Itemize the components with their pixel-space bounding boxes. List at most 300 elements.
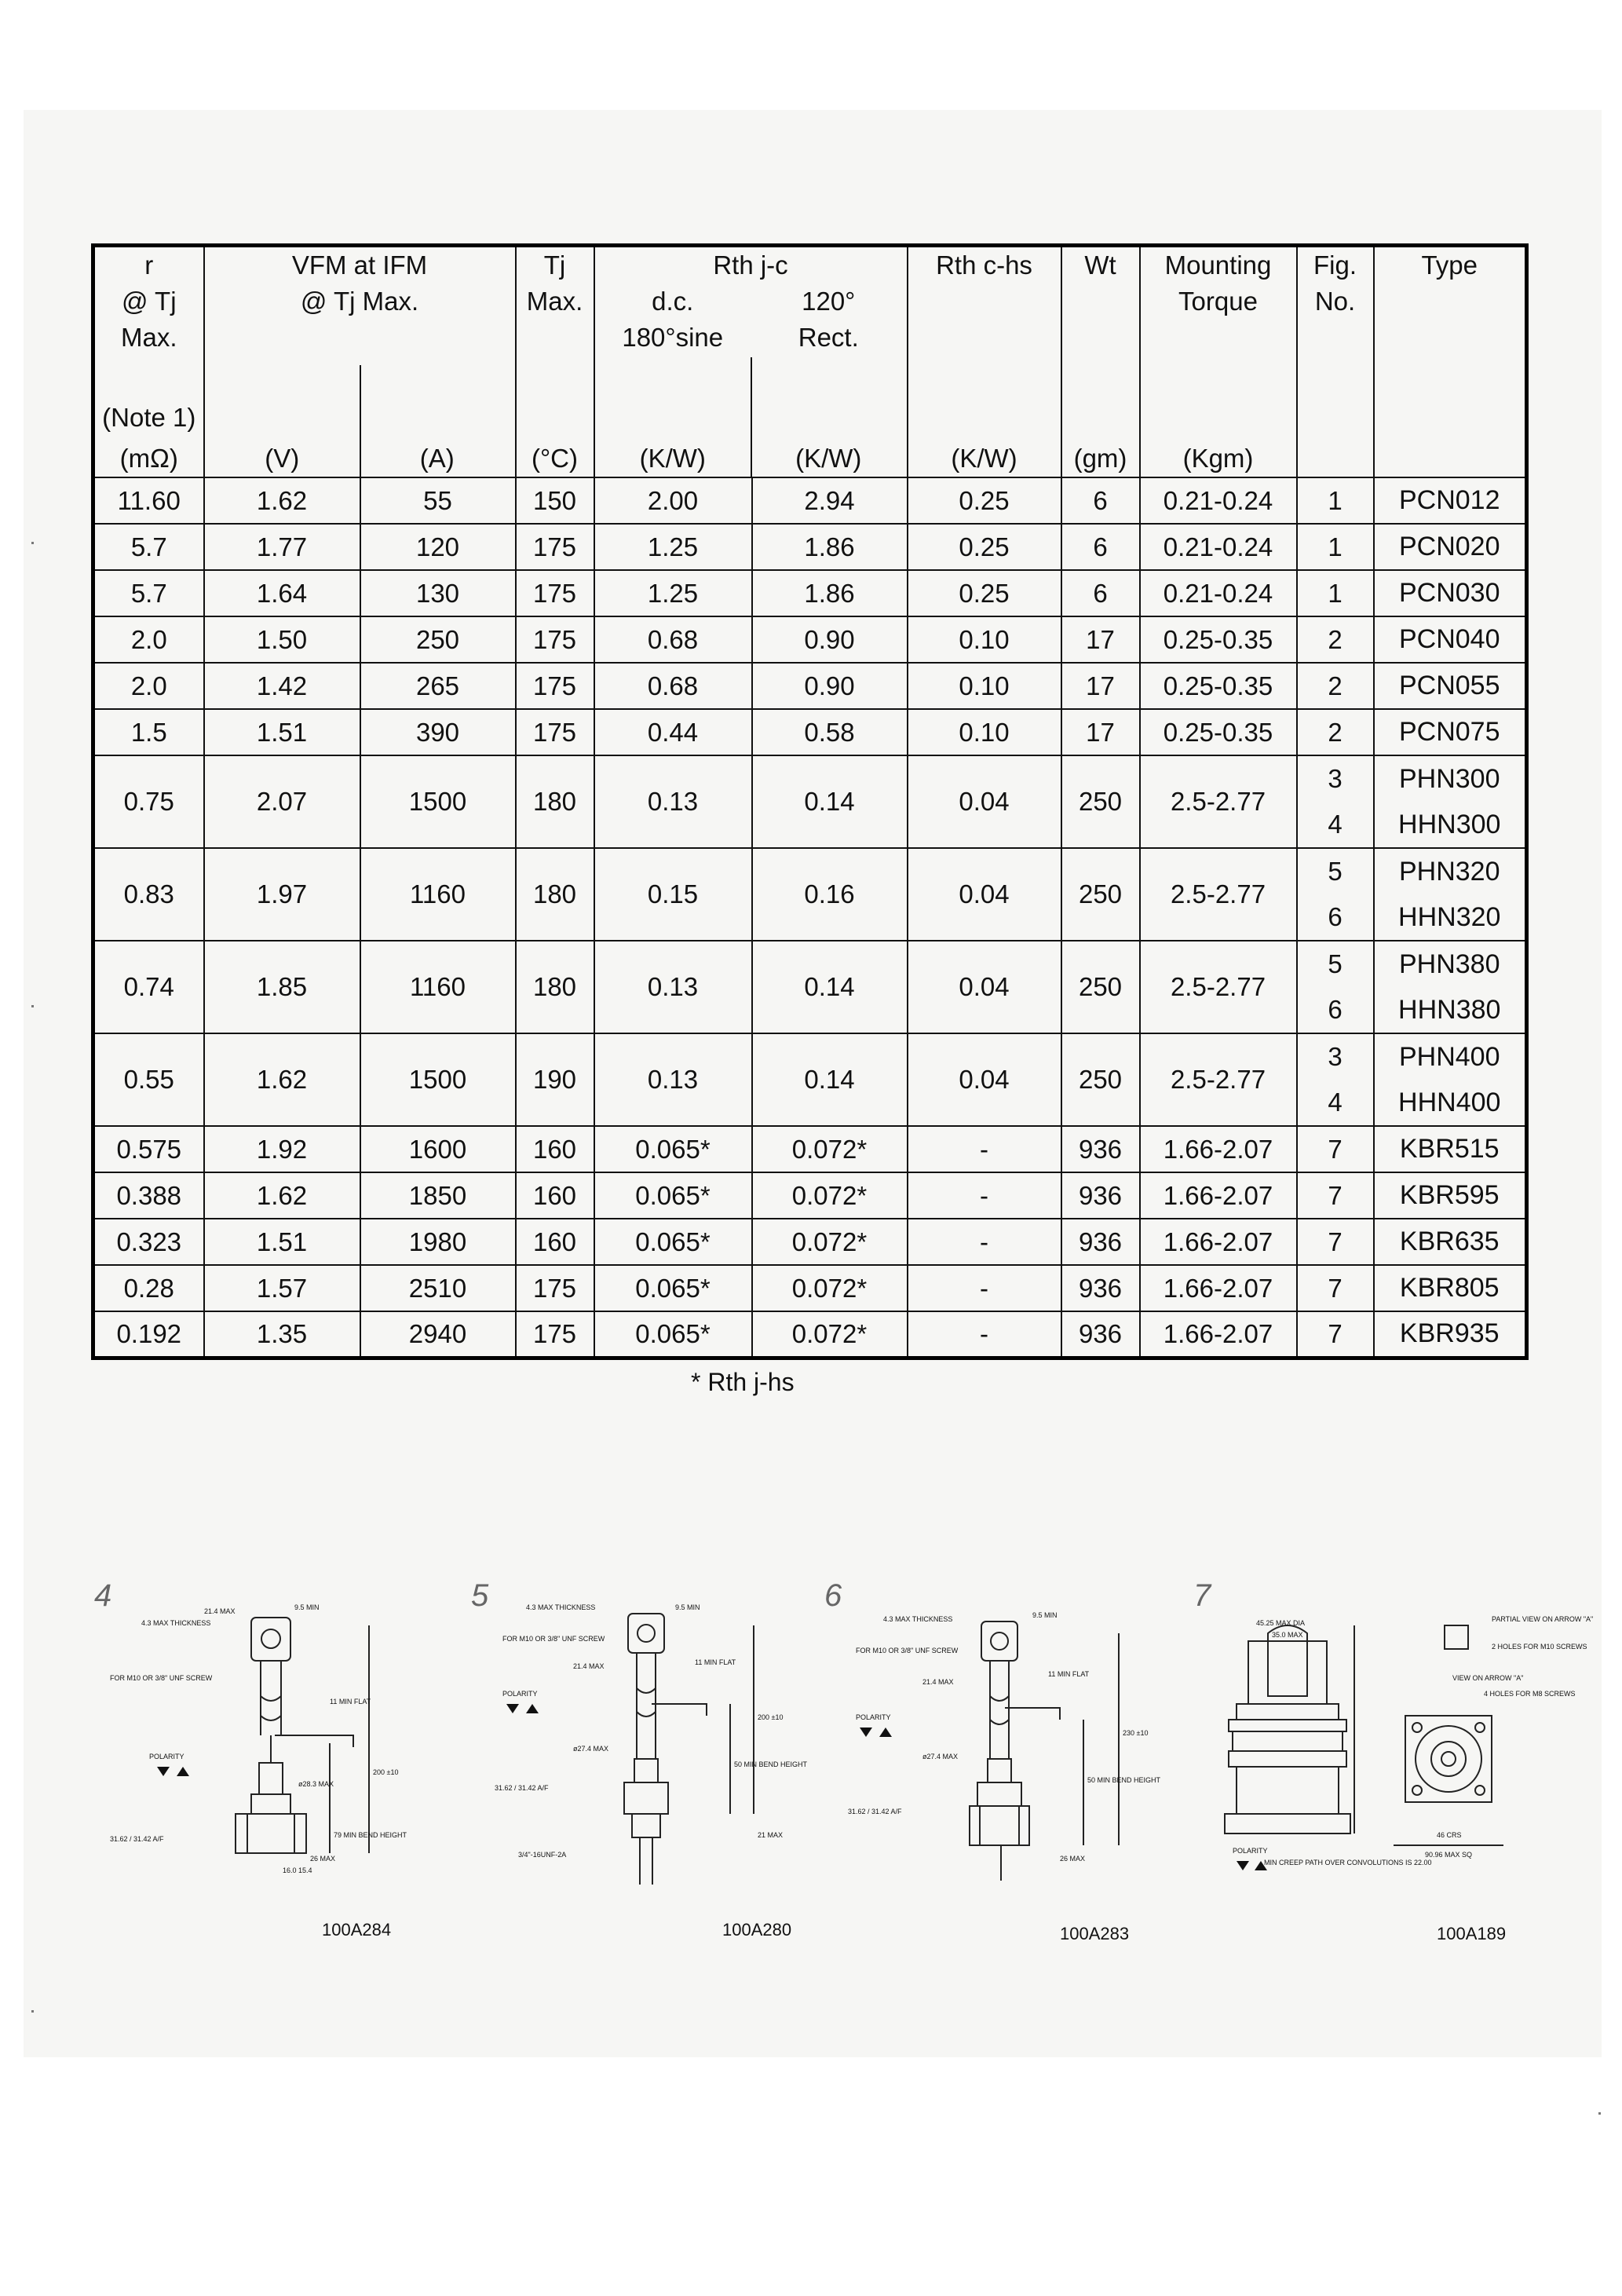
cell-a: 1500: [360, 1033, 516, 1126]
type-code: HHN380: [1398, 995, 1501, 1025]
fig-number: 5: [1328, 857, 1343, 886]
fig-number: 1: [1328, 578, 1343, 608]
cell-torque: 0.25-0.35: [1140, 663, 1297, 709]
cell-r: 0.83: [93, 848, 204, 941]
figure-label: FOR M10 OR 3/8" UNF SCREW: [856, 1647, 959, 1654]
fig-number: 6: [1328, 995, 1343, 1024]
cell-rect: 0.072*: [752, 1219, 908, 1265]
cell-wt: 6: [1061, 570, 1140, 616]
table-body: [93, 477, 1527, 1358]
cell-a: 130: [360, 570, 516, 616]
figure-label: 50 MIN BEND HEIGHT: [1087, 1776, 1161, 1784]
table-row: [93, 663, 1527, 709]
figure-label: POLARITY: [502, 1690, 538, 1698]
figure-label: ø27.4 MAX: [922, 1753, 959, 1760]
cell-tj: 175: [516, 616, 594, 663]
figure-6-drawing: [824, 1578, 1185, 1971]
cell-a: 120: [360, 524, 516, 570]
cell-r: 2.0: [93, 616, 204, 663]
table-row: [93, 709, 1527, 755]
header-mounting-torque: Mounting Torque (Kgm): [1140, 246, 1297, 478]
table-row: [93, 477, 1527, 524]
figure-label: 35.0 MAX: [1272, 1631, 1303, 1639]
cell-chs: 0.04: [908, 1033, 1061, 1126]
cell-a: 1500: [360, 755, 516, 848]
table-row: [93, 1311, 1527, 1358]
cell-r: 5.7: [93, 524, 204, 570]
cell-v: 1.62: [204, 1172, 360, 1219]
table-row: [93, 570, 1527, 616]
cell-rect: 0.072*: [752, 1126, 908, 1172]
figure-number: 6: [824, 1578, 842, 1613]
figure-label: 9.5 MIN: [1032, 1611, 1058, 1619]
table-row: [93, 616, 1527, 663]
type-code: KBR935: [1399, 1318, 1500, 1349]
figure-label: 45.25 MAX DIA: [1256, 1619, 1306, 1627]
fig-number: 4: [1328, 1088, 1343, 1117]
cell-wt: 936: [1061, 1219, 1140, 1265]
cell-v: 1.51: [204, 709, 360, 755]
cell-chs: 0.10: [908, 663, 1061, 709]
figure-label: 21.4 MAX: [204, 1607, 236, 1615]
cell-torque: 2.5-2.77: [1140, 755, 1297, 848]
cell-dc: 0.13: [594, 941, 752, 1033]
figure-label: 26 MAX: [1060, 1855, 1086, 1863]
figure-4: [94, 1578, 455, 1971]
fig-number: 7: [1328, 1318, 1343, 1348]
cell-wt: 250: [1061, 1033, 1140, 1126]
cell-wt: 936: [1061, 1172, 1140, 1219]
cell-rect: 0.14: [752, 755, 908, 848]
type-code: KBR515: [1399, 1134, 1500, 1164]
figure-label: FOR M10 OR 3/8" UNF SCREW: [502, 1635, 605, 1643]
cell-chs: -: [908, 1311, 1061, 1358]
cell-dc: 0.065*: [594, 1126, 752, 1172]
cell-dc: 0.68: [594, 616, 752, 663]
cell-dc: 0.065*: [594, 1265, 752, 1311]
cell-a: 1160: [360, 941, 516, 1033]
cell-fig: [1297, 616, 1374, 663]
cell-r: 2.0: [93, 663, 204, 709]
figure-label: 16.0 15.4: [283, 1866, 312, 1874]
polarity-icon: [157, 1767, 189, 1776]
figure-label: 11 MIN FLAT: [330, 1698, 371, 1706]
header-fig-no: Fig. No.: [1297, 246, 1374, 478]
cell-chs: -: [908, 1126, 1061, 1172]
cell-chs: -: [908, 1219, 1061, 1265]
figure-code: 100A284: [322, 1920, 392, 1940]
cell-fig: [1297, 941, 1374, 1033]
cell-tj: 175: [516, 663, 594, 709]
figure-label: 200 ±10: [373, 1768, 399, 1776]
cell-v: 1.50: [204, 616, 360, 663]
cell-r: 0.323: [93, 1219, 204, 1265]
cell-fig: [1297, 663, 1374, 709]
cell-rect: 0.16: [752, 848, 908, 941]
scan-speck: [31, 2010, 34, 2013]
figure-code: 100A283: [1060, 1924, 1130, 1943]
cell-torque: 1.66-2.07: [1140, 1172, 1297, 1219]
cell-type: [1374, 570, 1527, 616]
cell-r: 0.74: [93, 941, 204, 1033]
cell-v: 1.62: [204, 1033, 360, 1126]
type-code: PHN380: [1398, 949, 1500, 979]
cell-torque: 2.5-2.77: [1140, 848, 1297, 941]
cell-torque: 0.25-0.35: [1140, 709, 1297, 755]
cell-dc: 0.13: [594, 755, 752, 848]
cell-r: 0.55: [93, 1033, 204, 1126]
cell-wt: 250: [1061, 941, 1140, 1033]
cell-tj: 150: [516, 477, 594, 524]
header-vfm: VFM at IFM @ Tj Max. (V) (A): [204, 246, 516, 478]
fig-number: 2: [1328, 671, 1343, 700]
cell-fig: [1297, 709, 1374, 755]
cell-tj: 160: [516, 1219, 594, 1265]
cell-rect: 0.90: [752, 663, 908, 709]
cell-type: [1374, 848, 1527, 941]
table-row: [93, 1033, 1527, 1126]
figure-label: 4.3 MAX THICKNESS: [141, 1619, 211, 1627]
cell-torque: 0.21-0.24: [1140, 477, 1297, 524]
cell-tj: 175: [516, 1265, 594, 1311]
figure-6: [824, 1578, 1185, 1971]
figure-label: 90.96 MAX SQ: [1425, 1851, 1473, 1859]
figure-label: 9.5 MIN: [294, 1603, 320, 1611]
cell-r: 0.388: [93, 1172, 204, 1219]
cell-fig: [1297, 477, 1374, 524]
figure-label: ø28.3 MAX: [298, 1780, 334, 1788]
cell-torque: 0.21-0.24: [1140, 570, 1297, 616]
footnote: * Rth j-hs: [691, 1368, 795, 1396]
figure-code: 100A189: [1437, 1924, 1507, 1943]
cell-v: 1.77: [204, 524, 360, 570]
cell-tj: 180: [516, 941, 594, 1033]
figure-label: 4.3 MAX THICKNESS: [526, 1603, 596, 1611]
figure-5-drawing: [471, 1578, 832, 1971]
cell-a: 390: [360, 709, 516, 755]
cell-type: [1374, 1126, 1527, 1172]
cell-fig: [1297, 524, 1374, 570]
table-row: [93, 524, 1527, 570]
cell-fig: [1297, 1265, 1374, 1311]
header-r: r @ Tj Max. (Note 1) (mΩ): [93, 246, 204, 478]
figure-label: 46 CRS: [1437, 1831, 1462, 1839]
cell-a: 2940: [360, 1311, 516, 1358]
cell-wt: 6: [1061, 477, 1140, 524]
table-row: [93, 848, 1527, 941]
figure-label: 31.62 / 31.42 A/F: [110, 1835, 164, 1843]
figure-7: [1193, 1578, 1594, 1971]
cell-v: 1.97: [204, 848, 360, 941]
type-code: HHN400: [1398, 1088, 1501, 1117]
cell-type: [1374, 663, 1527, 709]
figure-label: 3/4"-16UNF-2A: [518, 1851, 567, 1859]
cell-chs: 0.04: [908, 941, 1061, 1033]
type-code: HHN300: [1398, 810, 1501, 839]
type-code: PCN020: [1398, 532, 1500, 561]
cell-tj: 180: [516, 755, 594, 848]
cell-wt: 936: [1061, 1311, 1140, 1358]
fig-number: 7: [1328, 1227, 1343, 1256]
type-code: KBR805: [1399, 1273, 1500, 1303]
figure-label: 50 MIN BEND HEIGHT: [734, 1760, 808, 1768]
cell-v: 1.85: [204, 941, 360, 1033]
cell-r: 5.7: [93, 570, 204, 616]
cell-v: 1.35: [204, 1311, 360, 1358]
cell-torque: 0.21-0.24: [1140, 524, 1297, 570]
cell-wt: 250: [1061, 848, 1140, 941]
table-row: [93, 1219, 1527, 1265]
cell-v: 2.07: [204, 755, 360, 848]
type-code: PCN040: [1398, 624, 1500, 654]
cell-type: [1374, 755, 1527, 848]
cell-dc: 0.065*: [594, 1172, 752, 1219]
fig-number: 2: [1328, 624, 1343, 654]
cell-type: [1374, 1219, 1527, 1265]
cell-wt: 17: [1061, 616, 1140, 663]
figure-label: 31.62 / 31.42 A/F: [495, 1784, 549, 1792]
fig-number: 7: [1328, 1180, 1343, 1210]
cell-fig: [1297, 1311, 1374, 1358]
cell-r: 0.575: [93, 1126, 204, 1172]
cell-rect: 0.072*: [752, 1172, 908, 1219]
table-row: [93, 1172, 1527, 1219]
figure-number: 4: [94, 1578, 112, 1613]
cell-a: 265: [360, 663, 516, 709]
figure-label: 79 MIN BEND HEIGHT: [334, 1831, 407, 1839]
cell-tj: 175: [516, 1311, 594, 1358]
figure-label: 21 MAX: [758, 1831, 784, 1839]
header-rth-chs: Rth c-hs (K/W): [908, 246, 1061, 478]
figure-label: 200 ±10: [758, 1713, 784, 1721]
cell-dc: 1.25: [594, 524, 752, 570]
cell-type: [1374, 941, 1527, 1033]
figure-label: VIEW ON ARROW "A": [1452, 1674, 1524, 1682]
cell-chs: 0.04: [908, 755, 1061, 848]
type-code: PCN030: [1398, 578, 1500, 608]
cell-chs: 0.25: [908, 524, 1061, 570]
cell-wt: 250: [1061, 755, 1140, 848]
figure-label: 230 ±10: [1123, 1729, 1149, 1737]
type-code: PCN075: [1398, 717, 1500, 747]
cell-torque: 1.66-2.07: [1140, 1311, 1297, 1358]
cell-tj: 190: [516, 1033, 594, 1126]
figure-label: POLARITY: [1233, 1847, 1268, 1855]
scan-speck: [31, 542, 34, 544]
header-tj: Tj Max. (°C): [516, 246, 594, 478]
cell-tj: 175: [516, 570, 594, 616]
cell-tj: 160: [516, 1172, 594, 1219]
header-row: [93, 246, 1527, 478]
header-wt: Wt (gm): [1061, 246, 1140, 478]
fig-number: 5: [1328, 949, 1343, 978]
cell-type: [1374, 1033, 1527, 1126]
cell-rect: 0.072*: [752, 1311, 908, 1358]
figure-7-drawing: [1193, 1578, 1594, 1971]
type-code: PHN320: [1398, 857, 1500, 887]
cell-v: 1.57: [204, 1265, 360, 1311]
cell-v: 1.42: [204, 663, 360, 709]
cell-torque: 0.25-0.35: [1140, 616, 1297, 663]
figure-label: PARTIAL VIEW ON ARROW "A": [1492, 1615, 1594, 1623]
cell-r: 0.75: [93, 755, 204, 848]
figure-label: 26 MAX: [310, 1855, 336, 1863]
cell-type: [1374, 524, 1527, 570]
header-rth-jc: Rth j-c d.c. 180°sine 120° Rect. (K/W) (K/W): [594, 246, 908, 478]
table-row: [93, 755, 1527, 848]
cell-rect: 0.072*: [752, 1265, 908, 1311]
cell-fig: [1297, 848, 1374, 941]
cell-tj: 180: [516, 848, 594, 941]
cell-a: 1850: [360, 1172, 516, 1219]
fig-number: 7: [1328, 1273, 1343, 1303]
cell-r: 11.60: [93, 477, 204, 524]
rectifier-spec-table: [91, 243, 1529, 1360]
type-code: KBR635: [1399, 1227, 1500, 1256]
cell-fig: [1297, 1172, 1374, 1219]
cell-type: [1374, 616, 1527, 663]
cell-v: 1.64: [204, 570, 360, 616]
cell-rect: 0.14: [752, 1033, 908, 1126]
cell-wt: 17: [1061, 709, 1140, 755]
figure-label: POLARITY: [149, 1753, 184, 1760]
cell-dc: 0.15: [594, 848, 752, 941]
cell-v: 1.92: [204, 1126, 360, 1172]
cell-wt: 936: [1061, 1126, 1140, 1172]
figure-label: ø27.4 MAX: [573, 1745, 609, 1753]
cell-torque: 1.66-2.07: [1140, 1265, 1297, 1311]
figure-label: 21.4 MAX: [922, 1678, 954, 1686]
table-row: [93, 1265, 1527, 1311]
polarity-icon: [506, 1704, 539, 1713]
cell-rect: 1.86: [752, 524, 908, 570]
fig-number: 3: [1328, 1042, 1343, 1071]
cell-rect: 0.58: [752, 709, 908, 755]
figure-label: 4.3 MAX THICKNESS: [883, 1615, 953, 1623]
table-row: [93, 941, 1527, 1033]
cell-type: [1374, 1265, 1527, 1311]
figure-label: MIN CREEP PATH OVER CONVOLUTIONS IS 22.00: [1264, 1859, 1432, 1866]
cell-chs: 0.04: [908, 848, 1061, 941]
cell-tj: 175: [516, 709, 594, 755]
fig-number: 1: [1328, 485, 1343, 515]
cell-type: [1374, 1172, 1527, 1219]
cell-rect: 0.14: [752, 941, 908, 1033]
cell-rect: 0.90: [752, 616, 908, 663]
scan-speck: [1598, 2112, 1601, 2115]
fig-number: 3: [1328, 764, 1343, 793]
fig-number: 4: [1328, 810, 1343, 839]
polarity-icon: [860, 1727, 892, 1737]
cell-v: 1.51: [204, 1219, 360, 1265]
figure-code: 100A280: [722, 1920, 792, 1940]
type-code: HHN320: [1398, 902, 1501, 932]
fig-number: 2: [1328, 717, 1343, 747]
cell-tj: 175: [516, 524, 594, 570]
figure-label: 11 MIN FLAT: [1048, 1670, 1090, 1678]
cell-chs: 0.25: [908, 477, 1061, 524]
fig-number: 6: [1328, 902, 1343, 931]
cell-a: 55: [360, 477, 516, 524]
header-type: Type: [1374, 246, 1527, 478]
cell-a: 250: [360, 616, 516, 663]
figure-label: 9.5 MIN: [675, 1603, 700, 1611]
figure-label: 2 HOLES FOR M10 SCREWS: [1492, 1643, 1587, 1651]
cell-fig: [1297, 1126, 1374, 1172]
cell-fig: [1297, 1033, 1374, 1126]
cell-wt: 6: [1061, 524, 1140, 570]
cell-type: [1374, 1311, 1527, 1358]
cell-chs: 0.10: [908, 709, 1061, 755]
fig-number: 7: [1328, 1134, 1343, 1164]
figure-4-drawing: [94, 1578, 455, 1971]
polarity-icon: [1237, 1861, 1267, 1870]
cell-dc: 0.065*: [594, 1219, 752, 1265]
cell-a: 1160: [360, 848, 516, 941]
type-code: PCN055: [1398, 671, 1500, 700]
type-code: PHN300: [1398, 764, 1500, 794]
cell-type: [1374, 709, 1527, 755]
type-code: PHN400: [1398, 1042, 1500, 1072]
cell-torque: 2.5-2.77: [1140, 941, 1297, 1033]
figure-number: 7: [1193, 1578, 1211, 1613]
cell-rect: 1.86: [752, 570, 908, 616]
cell-chs: 0.25: [908, 570, 1061, 616]
cell-a: 1980: [360, 1219, 516, 1265]
cell-dc: 0.44: [594, 709, 752, 755]
cell-fig: [1297, 570, 1374, 616]
fig-number: 1: [1328, 532, 1343, 561]
cell-tj: 160: [516, 1126, 594, 1172]
figure-label: 31.62 / 31.42 A/F: [848, 1808, 902, 1815]
figure-5: [471, 1578, 832, 1971]
cell-dc: 0.68: [594, 663, 752, 709]
type-code: PCN012: [1398, 485, 1500, 515]
type-code: KBR595: [1399, 1180, 1500, 1210]
figure-label: FOR M10 OR 3/8" UNF SCREW: [110, 1674, 213, 1682]
table-row: [93, 1126, 1527, 1172]
figure-label: 21.4 MAX: [573, 1662, 605, 1670]
cell-dc: 1.25: [594, 570, 752, 616]
cell-torque: 1.66-2.07: [1140, 1219, 1297, 1265]
cell-torque: 2.5-2.77: [1140, 1033, 1297, 1126]
cell-rect: 2.94: [752, 477, 908, 524]
cell-r: 1.5: [93, 709, 204, 755]
cell-dc: 0.065*: [594, 1311, 752, 1358]
figure-number: 5: [471, 1578, 489, 1613]
cell-r: 0.28: [93, 1265, 204, 1311]
cell-chs: -: [908, 1265, 1061, 1311]
cell-dc: 2.00: [594, 477, 752, 524]
cell-v: 1.62: [204, 477, 360, 524]
scan-speck: [31, 1005, 34, 1007]
cell-fig: [1297, 755, 1374, 848]
cell-chs: -: [908, 1172, 1061, 1219]
cell-r: 0.192: [93, 1311, 204, 1358]
cell-a: 1600: [360, 1126, 516, 1172]
cell-wt: 936: [1061, 1265, 1140, 1311]
cell-torque: 1.66-2.07: [1140, 1126, 1297, 1172]
figure-label: 4 HOLES FOR M8 SCREWS: [1484, 1690, 1576, 1698]
figure-label: 11 MIN FLAT: [695, 1658, 736, 1666]
cell-wt: 17: [1061, 663, 1140, 709]
cell-chs: 0.10: [908, 616, 1061, 663]
cell-a: 2510: [360, 1265, 516, 1311]
cell-type: [1374, 477, 1527, 524]
figure-label: POLARITY: [856, 1713, 891, 1721]
cell-dc: 0.13: [594, 1033, 752, 1126]
cell-fig: [1297, 1219, 1374, 1265]
